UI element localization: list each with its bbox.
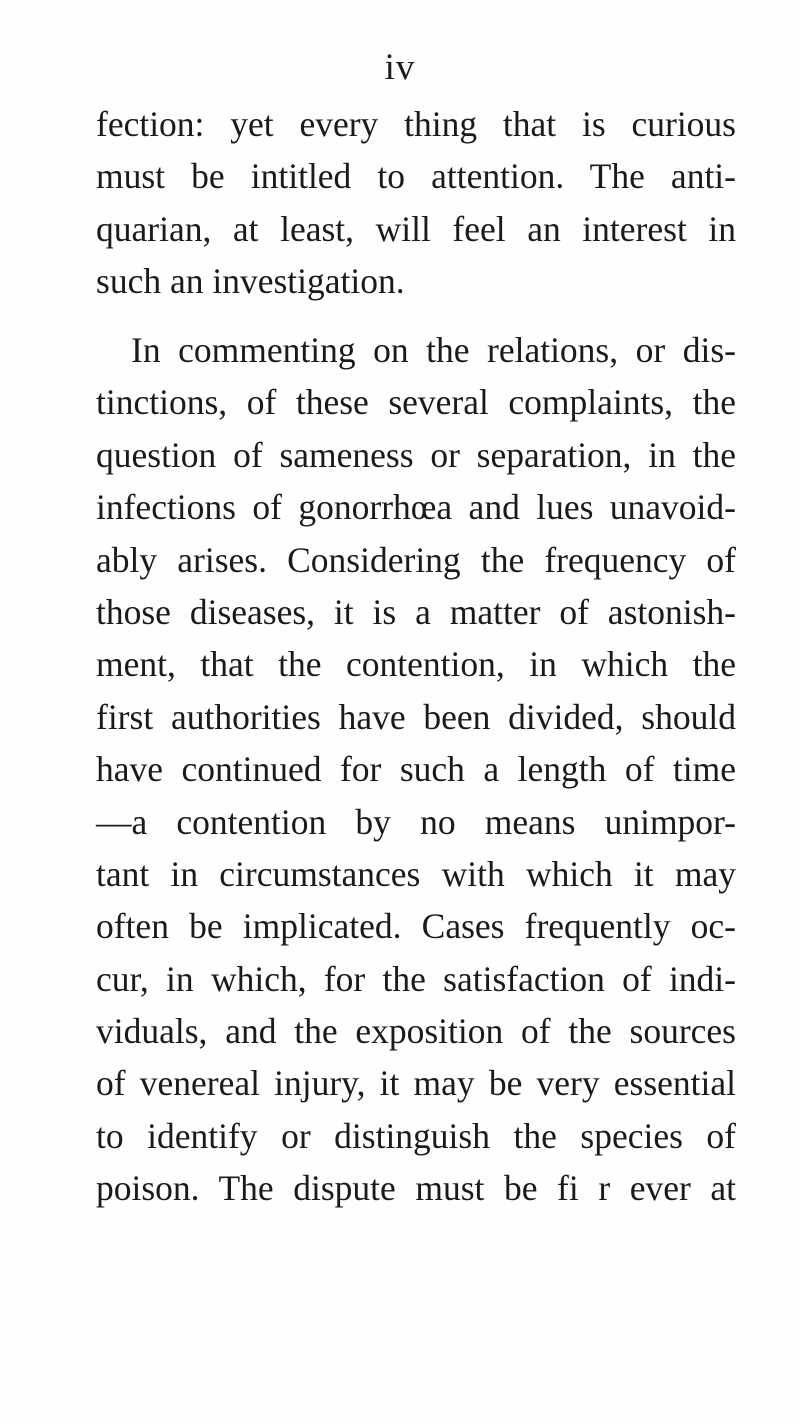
text-line: cur, in which, for the satisfaction of indi- — [96, 958, 736, 999]
text-line: have continued for such a length of time — [96, 749, 736, 790]
text-line: ably arises. Considering the frequency of — [96, 539, 736, 580]
text-line: question of sameness or separation, in the — [96, 434, 736, 475]
text-line: In commenting on the relations, or dis- — [131, 330, 736, 370]
text-line: tant in circumstances with which it may — [96, 853, 736, 894]
text-line: tinctions, of these several complaints, the — [96, 382, 736, 423]
text-line: those diseases, it is a matter of astonish- — [96, 591, 736, 632]
text-line: first authorities have been divided, should — [96, 696, 736, 737]
text-line: such an investigation. — [96, 261, 405, 302]
text-line: poison. The dispute must be fi r ever at — [96, 1168, 736, 1209]
text-line: to identify or distinguish the species of — [96, 1115, 736, 1156]
text-line: often be implicated. Cases frequently oc- — [96, 906, 736, 947]
text-line: quarian, at least, will feel an interest in — [96, 208, 736, 249]
text-line: fection: yet every thing that is curious — [96, 104, 736, 144]
text-line: —a contention by no means unimpor- — [96, 801, 736, 842]
text-line: of venereal injury, it may be very essential — [96, 1063, 736, 1104]
text-line: infections of gonorrhœa and lues unavoid- — [96, 487, 736, 528]
text-line: ment, that the contention, in which the — [96, 644, 736, 685]
paragraph-2 — [96, 324, 736, 1215]
text-line: must be intitled to attention. The anti- — [96, 156, 736, 197]
paragraph-1 — [96, 98, 736, 308]
page-number: iv — [384, 47, 416, 88]
text-line: viduals, and the exposition of the sources — [96, 1011, 736, 1052]
